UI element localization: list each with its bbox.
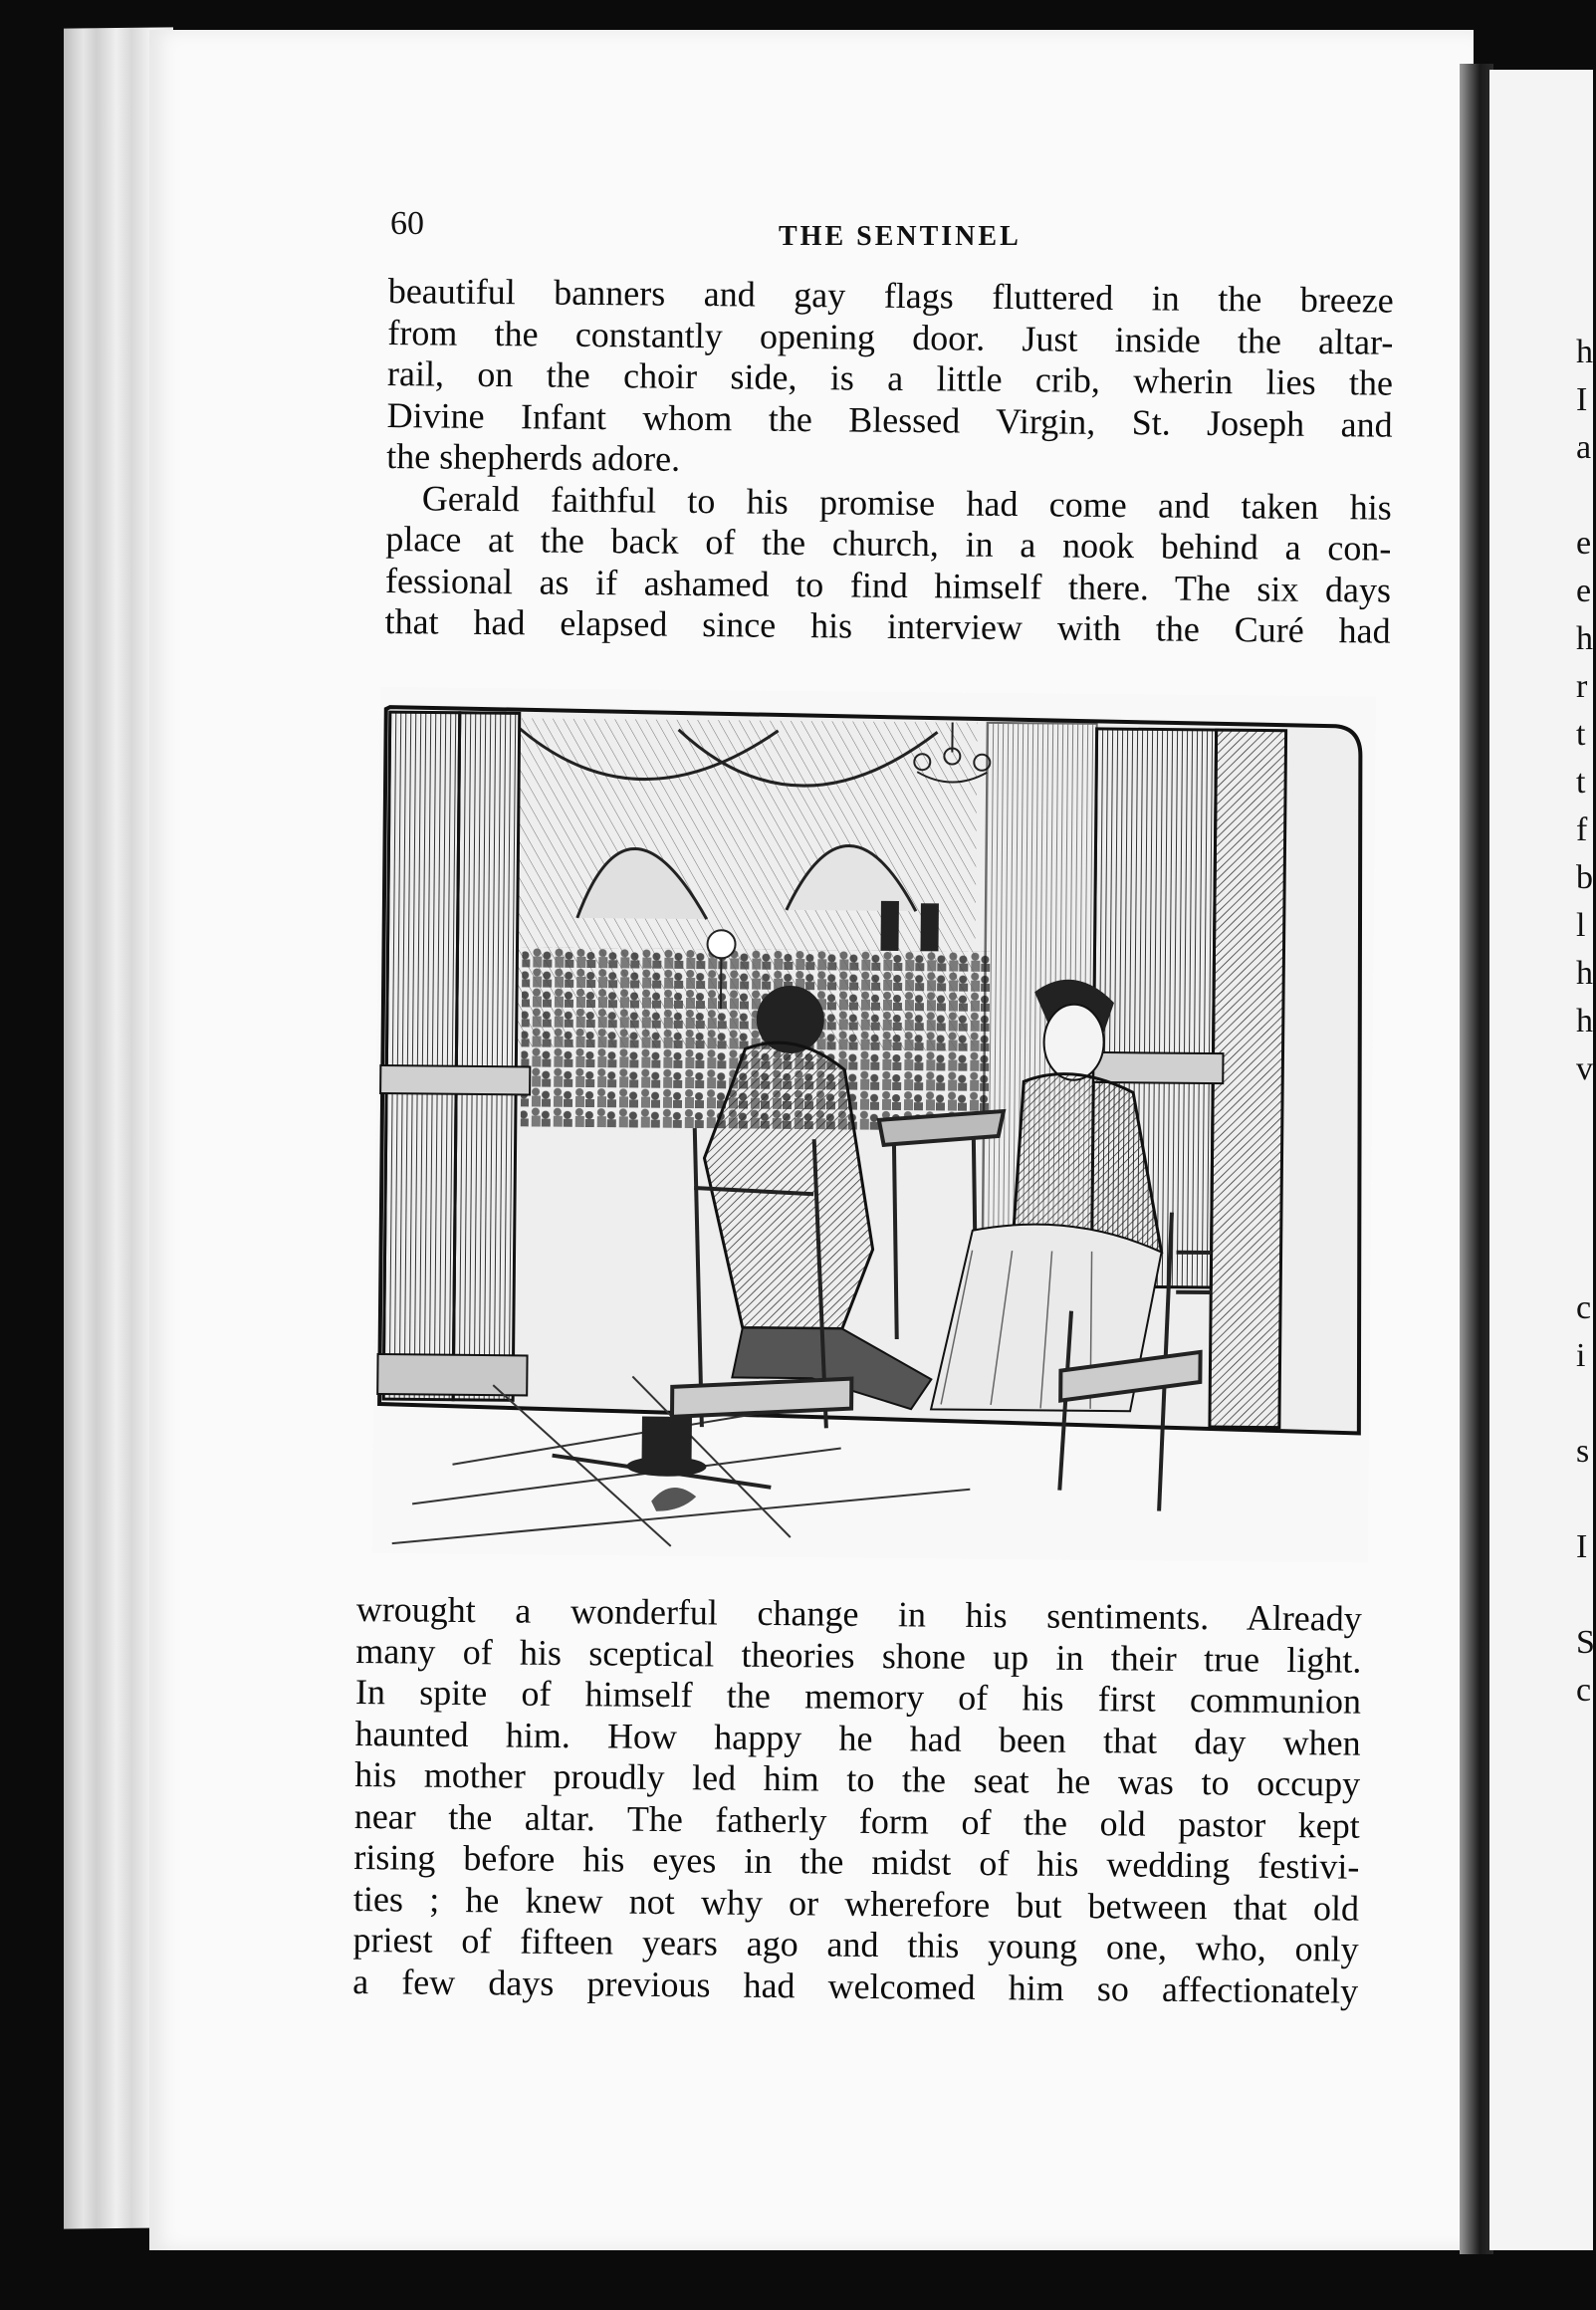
running-head: THE SENTINEL — [779, 221, 1022, 252]
facing-page-letter: l — [1576, 907, 1586, 944]
facing-page-letter — [1576, 472, 1596, 520]
facing-page-letter: c — [1576, 1289, 1592, 1326]
text-line: that had elapsed since his interview with the Curé had — [384, 600, 1391, 651]
text-line: his mother proudly led him to the seat he was to occupy — [354, 1753, 1361, 1804]
church-illustration — [372, 687, 1376, 1563]
text-line: ties ; he knew not why or wherefore but between that old — [352, 1878, 1360, 1929]
facing-page-letter: i — [1576, 1337, 1586, 1374]
facing-page-letter: e — [1576, 525, 1592, 562]
facing-page-letter — [1576, 1237, 1596, 1284]
facing-page-letter — [1576, 1380, 1596, 1428]
facing-page-letter: c — [1576, 1672, 1592, 1709]
facing-page-letter: S — [1576, 1624, 1595, 1661]
facing-page-letter: h — [1576, 620, 1593, 657]
facing-page-letter: a — [1576, 429, 1592, 466]
facing-page-letter: r — [1576, 668, 1588, 705]
text-line: In spite of himself the memory of his first communion — [354, 1671, 1362, 1722]
facing-page-text-fragments — [1576, 329, 1596, 1715]
facing-page-letter: h — [1576, 1003, 1593, 1040]
text-line: from the constantly opening door. Just inside the altar- — [387, 312, 1394, 362]
text-line: haunted him. How happy he had been that day when — [354, 1713, 1361, 1763]
facing-page-letter — [1576, 1571, 1596, 1619]
facing-page-letter: t — [1576, 716, 1586, 753]
text-line: rail, on the choir side, is a little crib, wherin lies the — [386, 352, 1394, 403]
facing-page-letter — [1576, 1476, 1596, 1523]
page-header — [390, 199, 1396, 259]
facing-page-letter — [1576, 1189, 1596, 1237]
column-left — [383, 712, 460, 1400]
text-line: rising before his eyes in the midst of his wedding festivi- — [353, 1836, 1360, 1887]
text-line: many of his sceptical theories shone up in their true light. — [355, 1630, 1362, 1681]
facing-page-letter: s — [1576, 1433, 1590, 1470]
church-engraving — [372, 687, 1376, 1563]
text-line: place at the back of the church, in a nook behind a con- — [385, 518, 1392, 569]
facing-page-letter: I — [1576, 381, 1588, 418]
text-line: priest of fifteen years ago and this young one, who, only — [352, 1919, 1359, 1969]
facing-page-letter — [1576, 1141, 1596, 1189]
facing-page-letter: e — [1576, 573, 1592, 609]
text-line: near the altar. The fatherly form of the old pastor kept — [353, 1795, 1360, 1846]
text-line: Gerald faithful to his promise had come and taken his — [421, 477, 1392, 528]
body-text-bottom — [352, 1589, 1362, 2012]
facing-page-letter: t — [1576, 764, 1586, 801]
facing-page-letter: h — [1576, 334, 1593, 370]
book-gutter — [1460, 64, 1493, 2254]
text-line: a few days previous had welcomed him so affectionately — [352, 1961, 1359, 2011]
facing-page-letter — [1576, 1093, 1596, 1141]
facing-page-letter: v — [1576, 1050, 1593, 1087]
text-line: Divine Infant whom the Blessed Virgin, St. Joseph and — [386, 394, 1393, 445]
facing-page-letter: I — [1576, 1528, 1588, 1565]
facing-page-letter: f — [1576, 811, 1588, 848]
text-line: beautiful banners and gay flags fluttered in the breeze — [387, 271, 1394, 321]
facing-page-letter: b — [1576, 859, 1593, 896]
text-line: the shepherds adore. — [386, 435, 681, 479]
text-line: wrought a wonderful change in his sentiments. Already — [355, 1589, 1362, 1639]
page-number: 60 — [390, 205, 424, 242]
column-left-inner — [453, 713, 520, 1401]
facing-page-letter: h — [1576, 955, 1593, 992]
body-text-top — [384, 271, 1394, 652]
text-line: fessional as if ashamed to find himself there. The six days — [384, 560, 1392, 610]
